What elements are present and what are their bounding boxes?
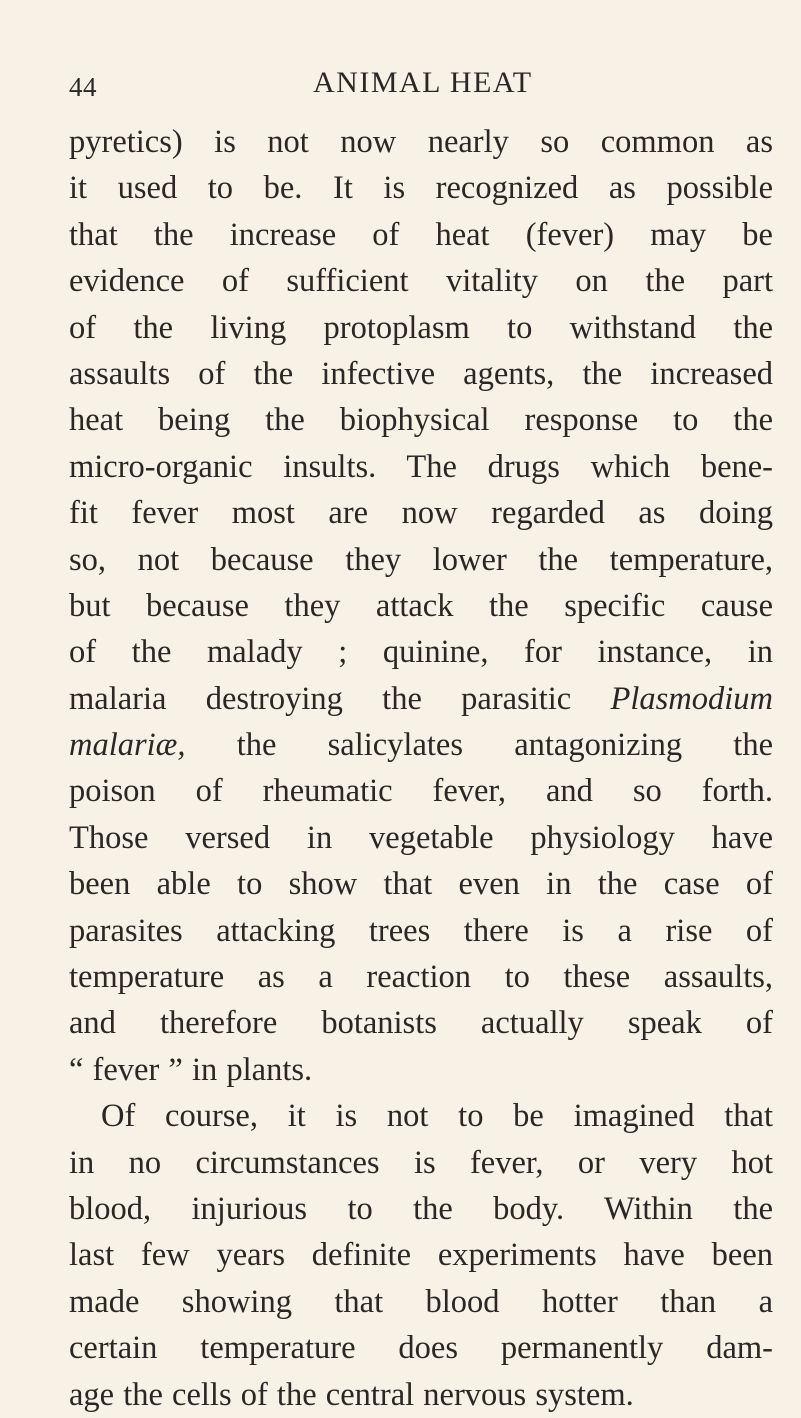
text-line: age the cells of the central nervous system. <box>69 1376 634 1413</box>
text-line: that the increase of heat (fever) may be <box>69 216 773 253</box>
italic-species-name: malariæ, <box>69 727 186 764</box>
text-line: temperature as a reaction to these assaults, <box>69 959 773 996</box>
body-text <box>69 119 773 1418</box>
text-line: last few years definite experiments have been <box>69 1237 773 1274</box>
text-line: evidence of sufficient vitality on the part <box>69 263 773 300</box>
text-line: pyretics) is not now nearly so common as <box>69 124 773 160</box>
text-line: Of course, it is not to be imagined that <box>101 1098 773 1135</box>
text-line: micro-organic insults. The drugs which bene- <box>69 448 773 485</box>
text-line: “ fever ” in plants. <box>69 1051 313 1088</box>
line-text: malaria destroying the parasitic <box>69 680 611 717</box>
line-text: the salicylates antagonizing the <box>185 727 773 764</box>
text-line: and therefore botanists actually speak of <box>69 1005 773 1042</box>
page-number: 44 <box>69 72 97 102</box>
text-line: poison of rheumatic fever, and so forth. <box>69 773 773 810</box>
text-line: certain temperature does permanently dam- <box>69 1330 773 1367</box>
text-line: fit fever most are now regarded as doing <box>69 495 773 532</box>
text-line <box>69 722 773 768</box>
text-line: so, not because they lower the temperature, <box>69 541 773 578</box>
text-line: but because they attack the specific cause <box>69 587 773 624</box>
text-line: of the malady ; quinine, for instance, in <box>69 634 773 671</box>
text-line: of the living protoplasm to withstand the <box>69 309 773 346</box>
text-line: in no circumstances is fever, or very hot <box>69 1144 773 1181</box>
running-title: ANIMAL HEAT <box>313 66 533 99</box>
text-line: blood, injurious to the body. Within the <box>69 1190 773 1227</box>
running-head <box>0 60 801 108</box>
text-line: assaults of the infective agents, the increased <box>69 355 773 392</box>
text-line: made showing that blood hotter than a <box>69 1283 773 1320</box>
text-line: been able to show that even in the case of <box>69 866 773 903</box>
text-line: heat being the biophysical response to the <box>69 402 773 439</box>
text-line: Those versed in vegetable physiology have <box>69 819 773 856</box>
text-line: it used to be. It is recognized as possible <box>69 170 773 207</box>
text-line <box>69 676 773 722</box>
text-line: parasites attacking trees there is a rise of <box>69 912 773 949</box>
italic-species-name: Plasmodium <box>610 680 773 717</box>
